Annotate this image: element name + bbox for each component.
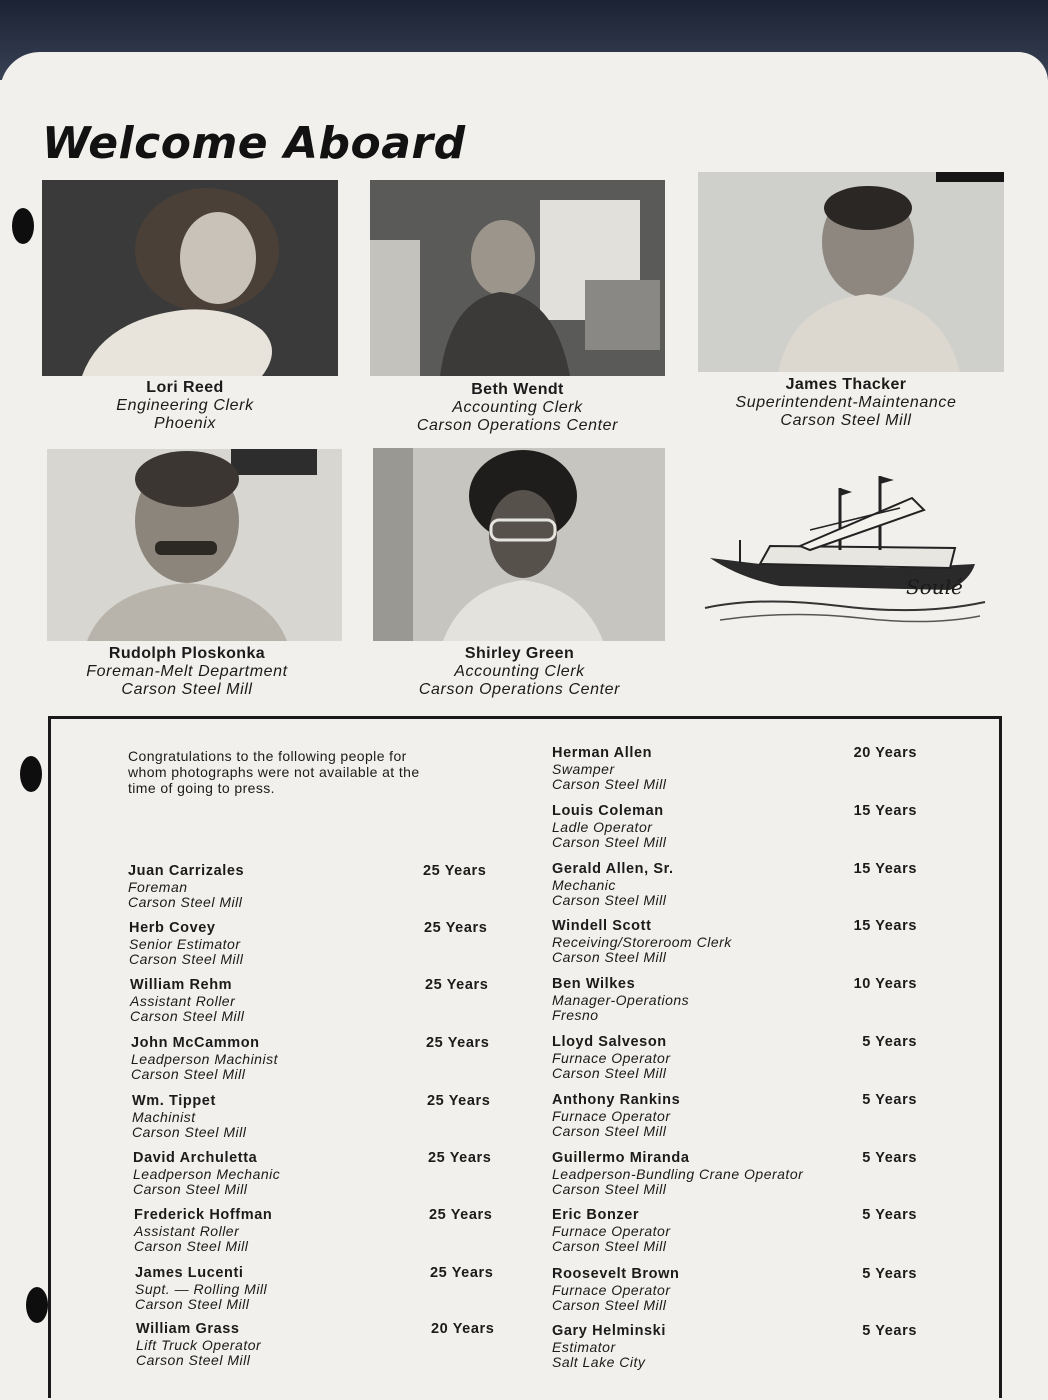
entry-name: Gerald Allen, Sr. [552, 861, 674, 877]
entry-position: Ladle Operator [552, 818, 653, 835]
entry-name: Louis Coleman [552, 803, 664, 819]
page-top-edge [0, 52, 1048, 112]
entry-name: Windell Scott [552, 918, 652, 934]
entry-location: Carson Steel Mill [552, 1238, 667, 1254]
entry-position: Furnace Operator [552, 1107, 671, 1124]
entry-location: Carson Steel Mill [129, 951, 244, 967]
entry-location: Carson Steel Mill [130, 1008, 245, 1024]
entry-position: Furnace Operator [552, 1222, 671, 1239]
featured-name: Rudolph Ploskonka [108, 645, 266, 662]
anniversary-entry [136, 1322, 516, 1369]
entry-position: Manager-Operations [552, 991, 690, 1008]
entry-position: Assistant Roller [130, 992, 236, 1009]
entry-years: 5 Years [862, 1207, 917, 1223]
featured-location: Carson Operations Center [418, 681, 621, 698]
entry-name: David Archuletta [133, 1150, 258, 1166]
entry-location: Carson Steel Mill [552, 949, 667, 965]
entry-location: Carson Steel Mill [552, 892, 667, 908]
entry-position: Machinist [132, 1108, 196, 1125]
anniversary-entry [134, 1208, 514, 1255]
entry-position: Foreman [128, 878, 188, 895]
anniversary-entry [130, 978, 510, 1025]
binder-hole-middle [20, 756, 42, 792]
featured-position: Engineering Clerk [116, 397, 254, 414]
entry-position: Senior Estimator [129, 935, 241, 952]
photo-rudolph-ploskonka [47, 449, 342, 641]
anniversary-entry [132, 1094, 512, 1141]
entry-location: Fresno [552, 1007, 599, 1023]
entry-name: Juan Carrizales [128, 863, 245, 879]
anniversary-entry [133, 1151, 513, 1198]
entry-years: 10 Years [853, 976, 917, 992]
entry-position: Supt. — Rolling Mill [135, 1280, 268, 1297]
entry-location: Carson Steel Mill [131, 1066, 246, 1082]
entry-position: Furnace Operator [552, 1281, 671, 1298]
entry-location: Carson Steel Mill [133, 1181, 248, 1197]
anniversary-entry [552, 1035, 932, 1082]
entry-position: Receiving/Storeroom Clerk [552, 933, 732, 950]
anniversary-entry [135, 1266, 515, 1313]
anniversary-entry [552, 1267, 932, 1314]
entry-years: 25 Years [424, 920, 488, 936]
featured-position: Superintendent-Maintenance [735, 394, 957, 411]
entry-years: 5 Years [862, 1150, 917, 1166]
entry-location: Carson Steel Mill [128, 894, 243, 910]
entry-name: Anthony Rankins [552, 1092, 681, 1108]
entry-years: 25 Years [427, 1093, 491, 1109]
anniversary-entry [552, 1208, 932, 1255]
entry-name: Herman Allen [552, 745, 653, 761]
entry-location: Carson Steel Mill [552, 1181, 667, 1197]
entry-years: 25 Years [425, 977, 489, 993]
soule-ship-logo [700, 468, 990, 638]
anniversary-entry [552, 977, 932, 1024]
entry-position: Mechanic [552, 876, 616, 893]
anniversary-entry [552, 746, 932, 793]
entry-name: William Rehm [130, 977, 233, 993]
entry-name: James Lucenti [135, 1265, 244, 1281]
featured-position: Accounting Clerk [454, 663, 585, 680]
entry-location: Carson Steel Mill [552, 776, 667, 792]
page-title: Welcome Aboard [42, 118, 466, 169]
photo-lori-reed [42, 180, 338, 376]
anniversary-entry [128, 864, 508, 911]
entry-years: 5 Years [862, 1034, 917, 1050]
entry-position: Estimator [552, 1338, 616, 1355]
entry-location: Carson Steel Mill [134, 1238, 249, 1254]
entry-name: Roosevelt Brown [552, 1266, 680, 1282]
entry-name: Eric Bonzer [552, 1207, 640, 1223]
anniversary-entry [131, 1036, 511, 1083]
entry-years: 5 Years [862, 1092, 917, 1108]
intro-text: Congratulations to the following people for whom photographs were not available at the time of going to press. [128, 748, 420, 796]
photo-beth-wendt [370, 180, 665, 376]
entry-name: Gary Helminski [552, 1323, 666, 1339]
anniversary-entry [552, 862, 932, 909]
featured-location: Carson Steel Mill [121, 681, 253, 698]
featured-position: Accounting Clerk [452, 399, 583, 416]
entry-name: John McCammon [131, 1035, 260, 1051]
entry-location: Carson Steel Mill [135, 1296, 250, 1312]
caption-beth-wendt [370, 381, 665, 435]
entry-years: 25 Years [429, 1207, 493, 1223]
entry-name: Herb Covey [129, 920, 216, 936]
featured-position: Foreman-Melt Department [86, 663, 288, 680]
entry-years: 5 Years [862, 1323, 917, 1339]
entry-name: Ben Wilkes [552, 976, 636, 992]
caption-rudolph-ploskonka [42, 645, 332, 699]
anniversary-entry [552, 1151, 932, 1198]
entry-position: Leadperson-Bundling Crane Operator [552, 1165, 804, 1182]
entry-location: Carson Steel Mill [136, 1352, 251, 1368]
entry-location: Carson Steel Mill [552, 1297, 667, 1313]
entry-position: Furnace Operator [552, 1049, 671, 1066]
entry-years: 15 Years [853, 861, 917, 877]
anniversary-entry [552, 1093, 932, 1140]
entry-years: 15 Years [853, 803, 917, 819]
entry-years: 25 Years [426, 1035, 490, 1051]
featured-name: James Thacker [785, 376, 907, 393]
featured-name: Lori Reed [146, 379, 224, 396]
anniversary-entry [552, 804, 932, 851]
entry-position: Leadperson Machinist [131, 1050, 278, 1067]
caption-james-thacker [700, 376, 992, 430]
anniversary-entry [552, 919, 932, 966]
entry-years: 25 Years [428, 1150, 492, 1166]
entry-years: 20 Years [853, 745, 917, 761]
entry-location: Salt Lake City [552, 1354, 646, 1370]
entry-years: 20 Years [431, 1321, 495, 1337]
entry-position: Lift Truck Operator [136, 1336, 262, 1353]
soule-logo-text: Soulé [906, 575, 963, 599]
binder-hole-top [12, 208, 34, 244]
entry-name: Wm. Tippet [132, 1093, 216, 1109]
entry-name: William Grass [136, 1321, 240, 1337]
entry-position: Leadperson Mechanic [133, 1165, 281, 1182]
entry-location: Carson Steel Mill [132, 1124, 247, 1140]
entry-position: Assistant Roller [134, 1222, 240, 1239]
caption-shirley-green [372, 645, 667, 699]
featured-location: Carson Operations Center [416, 417, 619, 434]
entry-years: 25 Years [423, 863, 487, 879]
photo-james-thacker [698, 172, 1004, 372]
entry-years: 5 Years [862, 1266, 917, 1282]
entry-name: Lloyd Salveson [552, 1034, 667, 1050]
photo-shirley-green [373, 448, 665, 641]
entry-name: Frederick Hoffman [134, 1207, 273, 1223]
entry-position: Swamper [552, 760, 615, 777]
entry-years: 25 Years [430, 1265, 494, 1281]
entry-name: Guillermo Miranda [552, 1150, 690, 1166]
entry-years: 15 Years [853, 918, 917, 934]
anniversary-entry [129, 921, 509, 968]
entry-location: Carson Steel Mill [552, 1123, 667, 1139]
featured-location: Phoenix [153, 415, 217, 432]
caption-lori-reed [40, 379, 330, 433]
featured-location: Carson Steel Mill [780, 412, 912, 429]
binder-hole-bottom [26, 1287, 48, 1323]
entry-location: Carson Steel Mill [552, 1065, 667, 1081]
anniversary-entry [552, 1324, 932, 1371]
featured-name: Shirley Green [464, 645, 575, 662]
featured-name: Beth Wendt [471, 381, 564, 398]
entry-location: Carson Steel Mill [552, 834, 667, 850]
